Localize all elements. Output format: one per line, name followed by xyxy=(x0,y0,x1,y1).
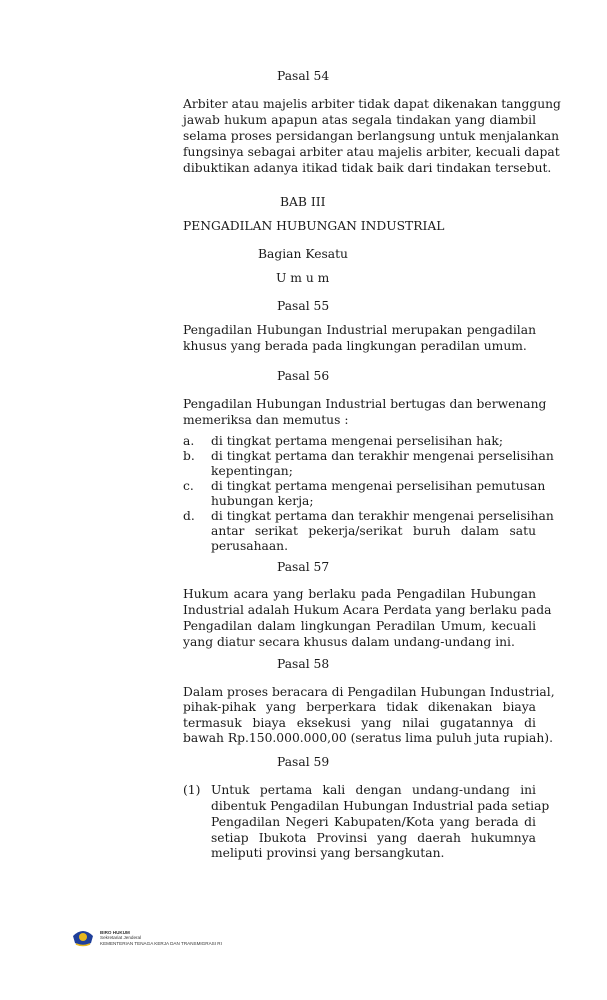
text-line: Pengadilan Hubungan Industrial merupakan pengadilan xyxy=(183,323,536,337)
text-line: Dalam proses beracara di Pengadilan Hubungan Industrial, xyxy=(183,685,555,699)
text-line: yang diatur secara khusus dalam undang-undang ini. xyxy=(183,635,515,649)
text-line: Pengadilan Hubungan Industrial bertugas dan berwenang xyxy=(183,397,547,411)
text-line: Hukum acara yang berlaku pada Pengadilan Hubungan xyxy=(183,587,536,601)
text-line: termasuk biaya eksekusi yang nilai gugatannya di xyxy=(183,716,536,730)
bab-heading: BAB III xyxy=(280,195,326,209)
list-item-line: di tingkat pertama dan terakhir mengenai perselisihan xyxy=(211,509,554,523)
list-item-line: kepentingan; xyxy=(211,464,293,478)
text-line: bawah Rp.150.000.000,00 (seratus lima puluh juta rupiah). xyxy=(183,731,554,745)
text-line: Industrial adalah Hukum Acara Perdata yang berlaku pada xyxy=(183,603,552,617)
bab-title: PENGADILAN HUBUNGAN INDUSTRIAL xyxy=(183,219,445,233)
list-label: c. xyxy=(183,479,194,493)
list-item-line: Untuk pertama kali dengan undang-undang ini xyxy=(211,783,536,797)
footer-line-2: Sekretariat Jenderal xyxy=(100,935,142,941)
list-item-line: hubungan kerja; xyxy=(211,494,314,508)
bagian-heading: Bagian Kesatu xyxy=(258,247,348,261)
list-item-line: di tingkat pertama mengenai perselisihan hak; xyxy=(211,434,503,448)
list-label: (1) xyxy=(183,783,201,797)
text-line: Pengadilan dalam lingkungan Peradilan Umum, kecuali xyxy=(183,619,536,633)
umum-heading: U m u m xyxy=(276,271,330,285)
list-label: d. xyxy=(183,509,195,523)
list-item-line: di tingkat pertama dan terakhir mengenai perselisihan xyxy=(211,449,554,463)
list-item-line: setiap Ibukota Provinsi yang daerah hukumnya xyxy=(211,831,536,845)
pasal-57-title: Pasal 57 xyxy=(277,560,330,574)
list-item-line: dibentuk Pengadilan Hubungan Industrial pada setiap xyxy=(211,799,550,813)
text-line: memeriksa dan memutus : xyxy=(183,413,349,427)
pasal-56-title: Pasal 56 xyxy=(277,369,330,383)
list-item-line: di tingkat pertama mengenai perselisihan pemutusan xyxy=(211,479,546,493)
pasal-58-title: Pasal 58 xyxy=(277,657,330,671)
footer-line-1: BIRO HUKUM xyxy=(100,929,130,935)
text-line: dibuktikan adanya itikad tidak baik dari tindakan tersebut. xyxy=(183,161,552,175)
text-line: fungsinya sebagai arbiter atau majelis arbiter, kecuali dapat xyxy=(183,145,560,159)
list-item-line: Pengadilan Negeri Kabupaten/Kota yang berada di xyxy=(211,815,536,829)
text-line: Arbiter atau majelis arbiter tidak dapat dikenakan tanggung xyxy=(183,97,561,111)
text-line: khusus yang berada pada lingkungan peradilan umum. xyxy=(183,339,527,353)
footer xyxy=(72,928,222,948)
pasal-55-title: Pasal 55 xyxy=(277,299,330,313)
list-item-line: meliputi provinsi yang bersangkutan. xyxy=(211,846,445,860)
list-item-line: antar serikat pekerja/serikat buruh dalam satu xyxy=(211,524,536,538)
pasal-54-title: Pasal 54 xyxy=(277,69,330,83)
list-label: a. xyxy=(183,434,195,448)
text-line: selama proses persidangan berlangsung untuk menjalankan xyxy=(183,129,560,143)
ministry-logo-icon xyxy=(72,928,94,948)
footer-line-3: KEMENTERIAN TENAGA KERJA DAN TRANSMIGRASI RI xyxy=(100,940,222,946)
list-item-line: perusahaan. xyxy=(211,539,288,553)
text-line: jawab hukum apapun atas segala tindakan yang diambil xyxy=(183,113,536,127)
pasal-59-title: Pasal 59 xyxy=(277,755,330,769)
text-line: pihak-pihak yang berperkara tidak dikenakan biaya xyxy=(183,700,536,714)
list-label: b. xyxy=(183,449,195,463)
